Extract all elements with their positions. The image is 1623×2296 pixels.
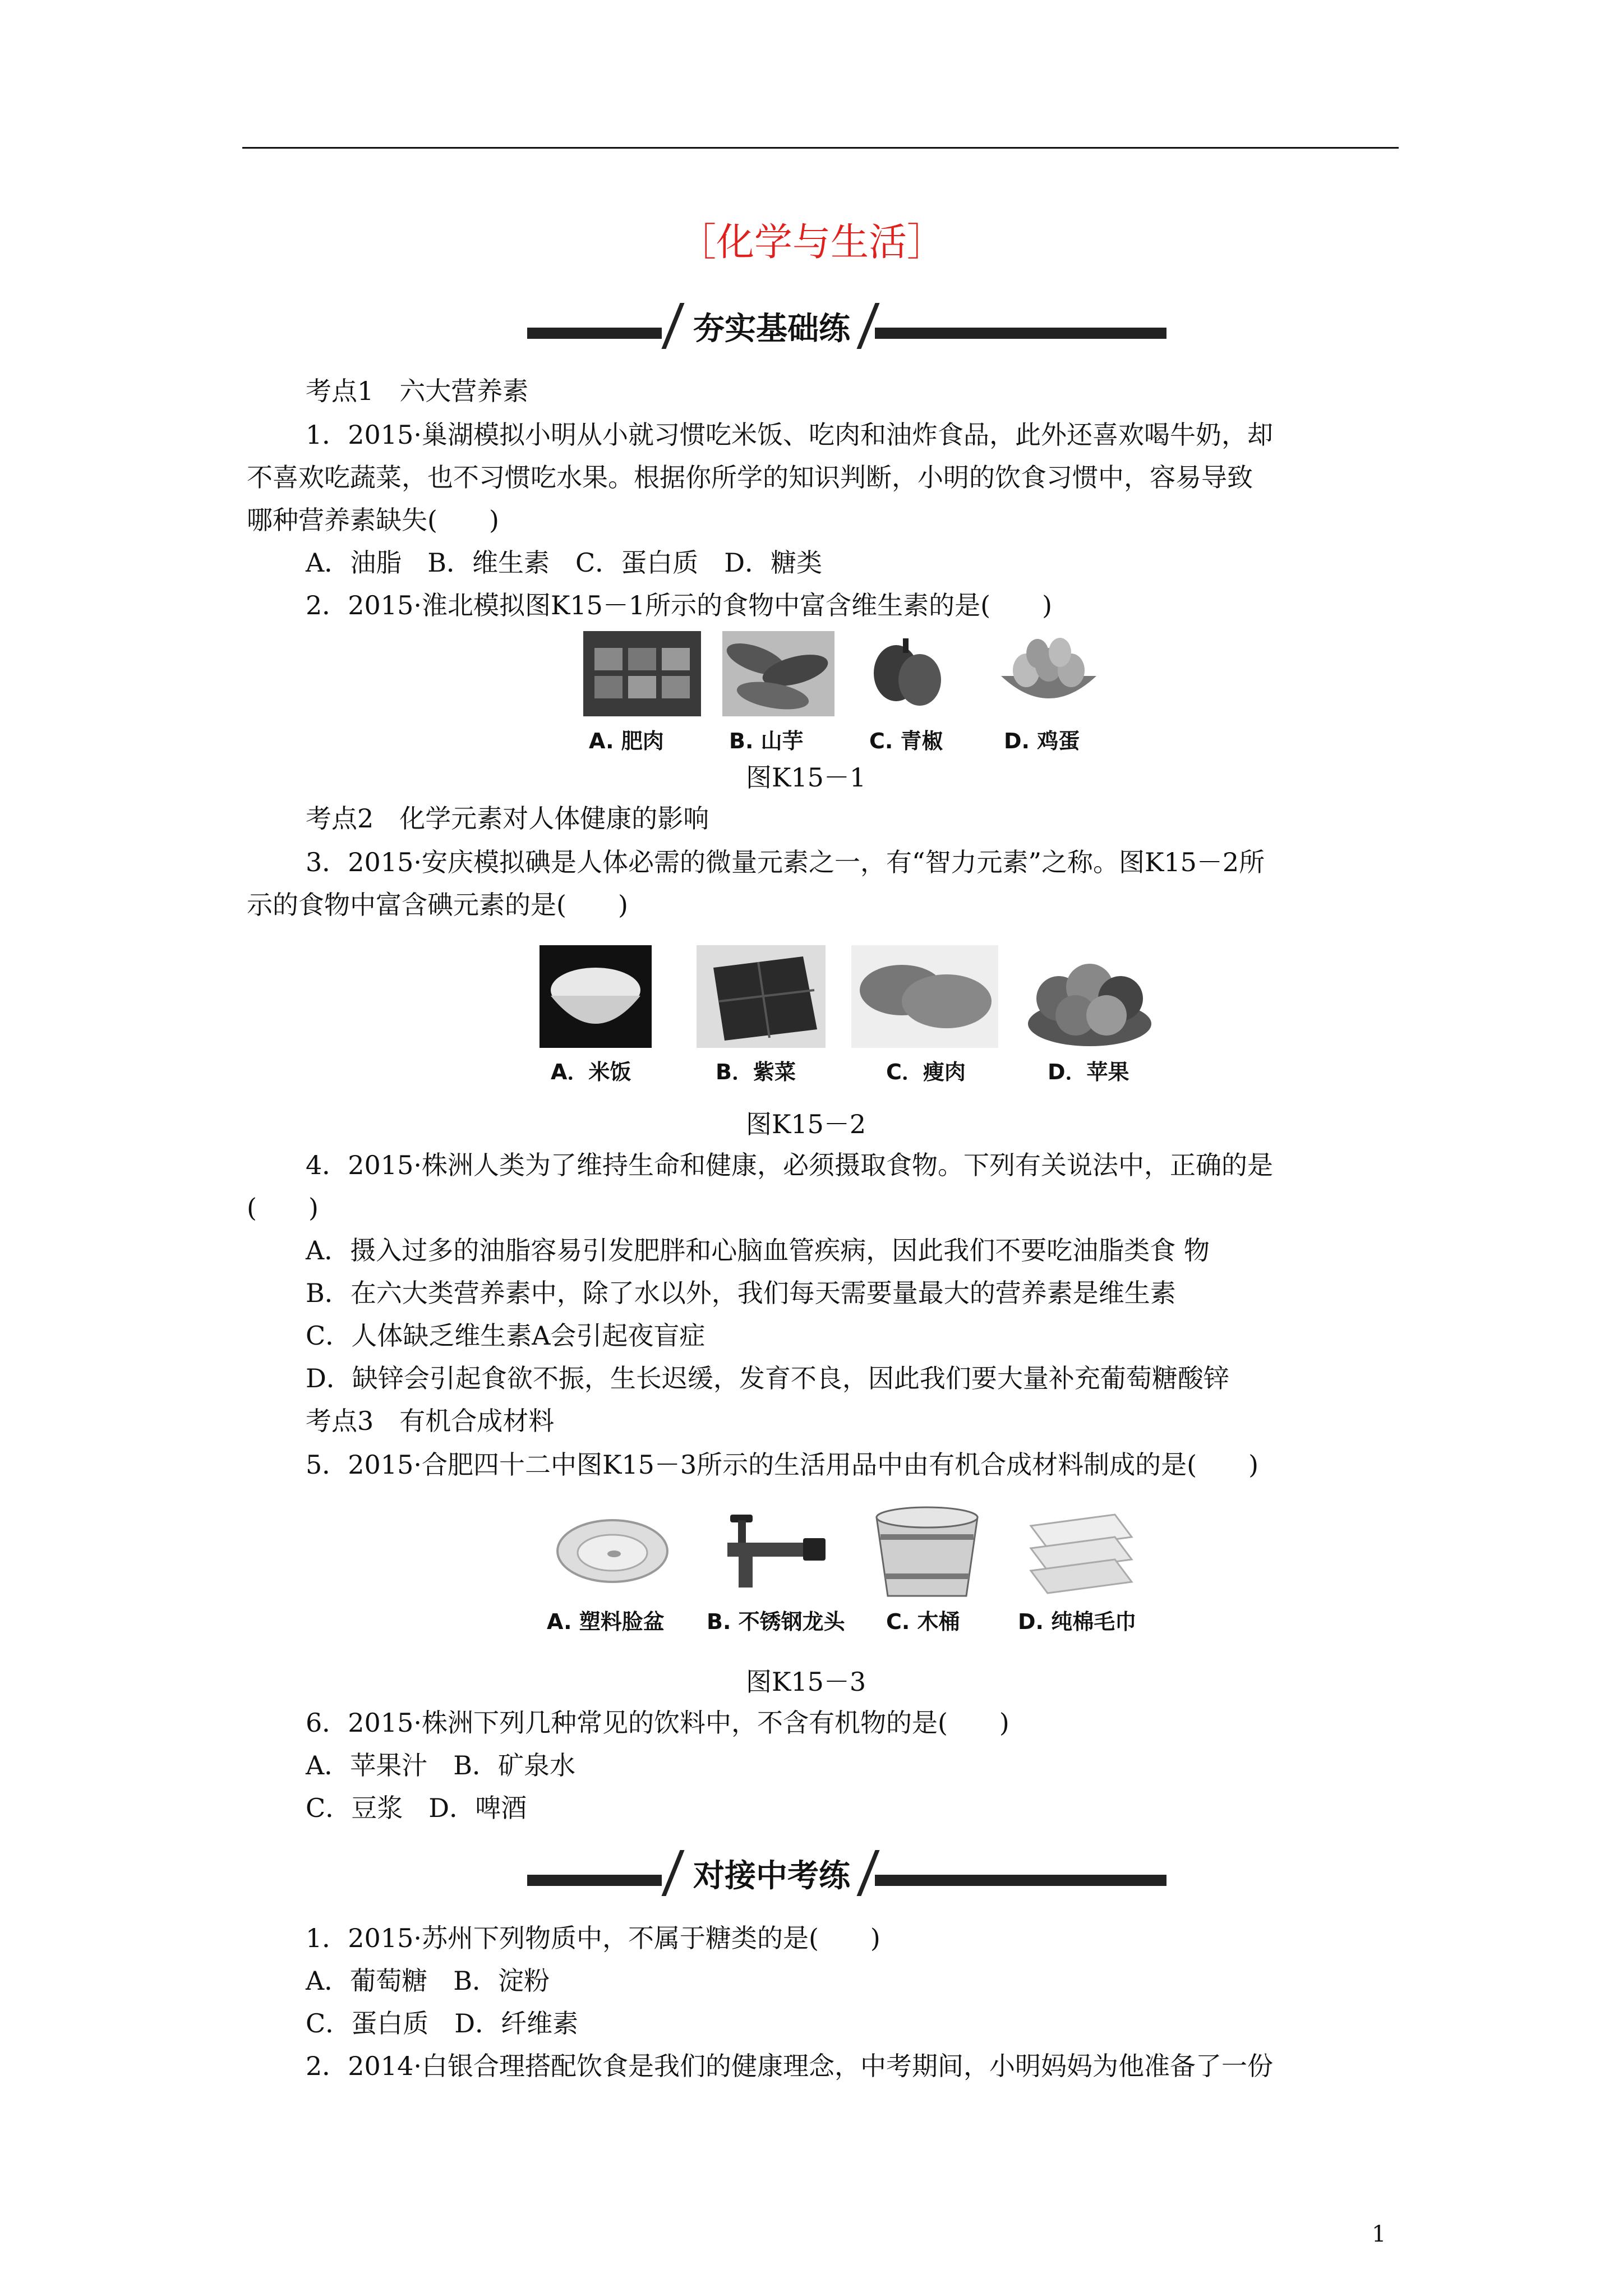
eggs-basket-image [995, 637, 1102, 715]
banner-bar-right [875, 328, 1166, 339]
figure-label: 图K15－2 [746, 1109, 866, 1139]
section-title: 对接中考练 [693, 1858, 850, 1894]
question-text: 2．2015·淮北模拟图K15－1所示的食物中富含维生素的是( ) [306, 590, 1053, 620]
banner-bar-right [875, 1875, 1166, 1886]
topic-heading: 考点3 有机合成材料 [306, 1406, 555, 1436]
topic-heading: 考点1 六大营养素 [306, 376, 529, 406]
figure-caption-a: A. 肥肉 [589, 729, 664, 753]
apples-image [1025, 945, 1154, 1048]
towels-image [1020, 1503, 1137, 1599]
section-title: 夯实基础练 [693, 311, 850, 347]
question-text: 6．2015·株洲下列几种常见的饮料中，不含有机物的是( ) [306, 1708, 1009, 1738]
question-text: 3．2015·安庆模拟碘是人体必需的微量元素之一，有“智力元素”之称。图K15－2所 [306, 847, 1265, 877]
plastic-basin-image [555, 1509, 670, 1593]
question-text: 1．2015·巢湖模拟小明从小就习惯吃米饭、吃肉和油炸食品，此外还喜欢喝牛奶，却 [306, 420, 1273, 450]
banner-bar-left [527, 328, 662, 339]
page-title: ［化学与生活］ [677, 220, 945, 265]
rice-bowl-image [540, 945, 652, 1048]
figure-caption-b: B. 山芋 [729, 729, 804, 753]
question-text: 4．2015·株洲人类为了维持生命和健康，必须摄取食物。下列有关说法中，正确的是 [306, 1150, 1273, 1180]
question-options: A．油脂 B．维生素 C．蛋白质 D．糖类 [306, 547, 823, 578]
question-text: ( ) [247, 1193, 319, 1223]
banner-bar-left [527, 1875, 662, 1886]
figure-caption-a: A．米饭 [551, 1060, 631, 1084]
figure-label: 图K15－1 [746, 762, 866, 793]
figure-caption-d: D. 鸡蛋 [1004, 729, 1080, 753]
question-options: C．蛋白质 D．纤维素 [306, 2008, 579, 2039]
fatty-meat-image [583, 631, 701, 716]
section-banner-basic [527, 298, 1166, 355]
figure-caption-c: C．瘦肉 [886, 1060, 966, 1084]
figure-caption-d: D. 纯棉毛巾 [1018, 1609, 1137, 1634]
wooden-bucket-image [868, 1503, 986, 1599]
figure-caption-b: B. 不锈钢龙头 [707, 1609, 845, 1634]
question-options: C．豆浆 D．啤酒 [306, 1793, 527, 1823]
section-banner-exam [527, 1846, 1166, 1902]
lean-meat-image [851, 945, 998, 1048]
question-text: 2．2014·白银合理搭配饮食是我们的健康理念，中考期间，小明妈妈为他准备了一份 [306, 2051, 1273, 2081]
figure-label: 图K15－3 [746, 1667, 866, 1697]
question-text: 不喜欢吃蔬菜，也不习惯吃水果。根据你所学的知识判断，小明的饮食习惯中，容易导致 [247, 462, 1253, 493]
sweet-potato-image [722, 631, 834, 716]
question-option: B．在六大类营养素中，除了水以外，我们每天需要量最大的营养素是维生素 [306, 1278, 1176, 1308]
topic-heading: 考点2 化学元素对人体健康的影响 [306, 803, 709, 834]
figure-caption-a: A. 塑料脸盆 [547, 1609, 665, 1634]
header-rule [242, 147, 1399, 149]
faucet-image [719, 1503, 828, 1596]
question-option: D．缺锌会引起食欲不振，生长迟缓，发育不良，因此我们要大量补充葡萄糖酸锌 [306, 1363, 1229, 1393]
question-options: A．葡萄糖 B．淀粉 [306, 1966, 550, 1996]
seaweed-image [697, 945, 826, 1048]
question-option: C．人体缺乏维生素A会引起夜盲症 [306, 1320, 706, 1351]
green-pepper-image [868, 634, 947, 715]
question-text: 1．2015·苏州下列物质中，不属于糖类的是( ) [306, 1923, 880, 1953]
question-options: A．苹果汁 B．矿泉水 [306, 1750, 576, 1780]
question-text: 5．2015·合肥四十二中图K15－3所示的生活用品中由有机合成材料制成的是( ) [306, 1450, 1259, 1480]
question-text: 示的食物中富含碘元素的是( ) [247, 890, 628, 920]
figure-caption-b: B．紫菜 [716, 1060, 796, 1084]
figure-caption-c: C. 青椒 [869, 729, 943, 753]
figure-caption-c: C. 木桶 [886, 1609, 960, 1634]
question-option: A．摄入过多的油脂容易引发肥胖和心脑血管疾病，因此我们不要吃油脂类食 物 [306, 1235, 1210, 1266]
question-text: 哪种营养素缺失( ) [247, 505, 499, 535]
page-number: 1 [1372, 2221, 1386, 2247]
figure-caption-d: D．苹果 [1048, 1060, 1129, 1084]
